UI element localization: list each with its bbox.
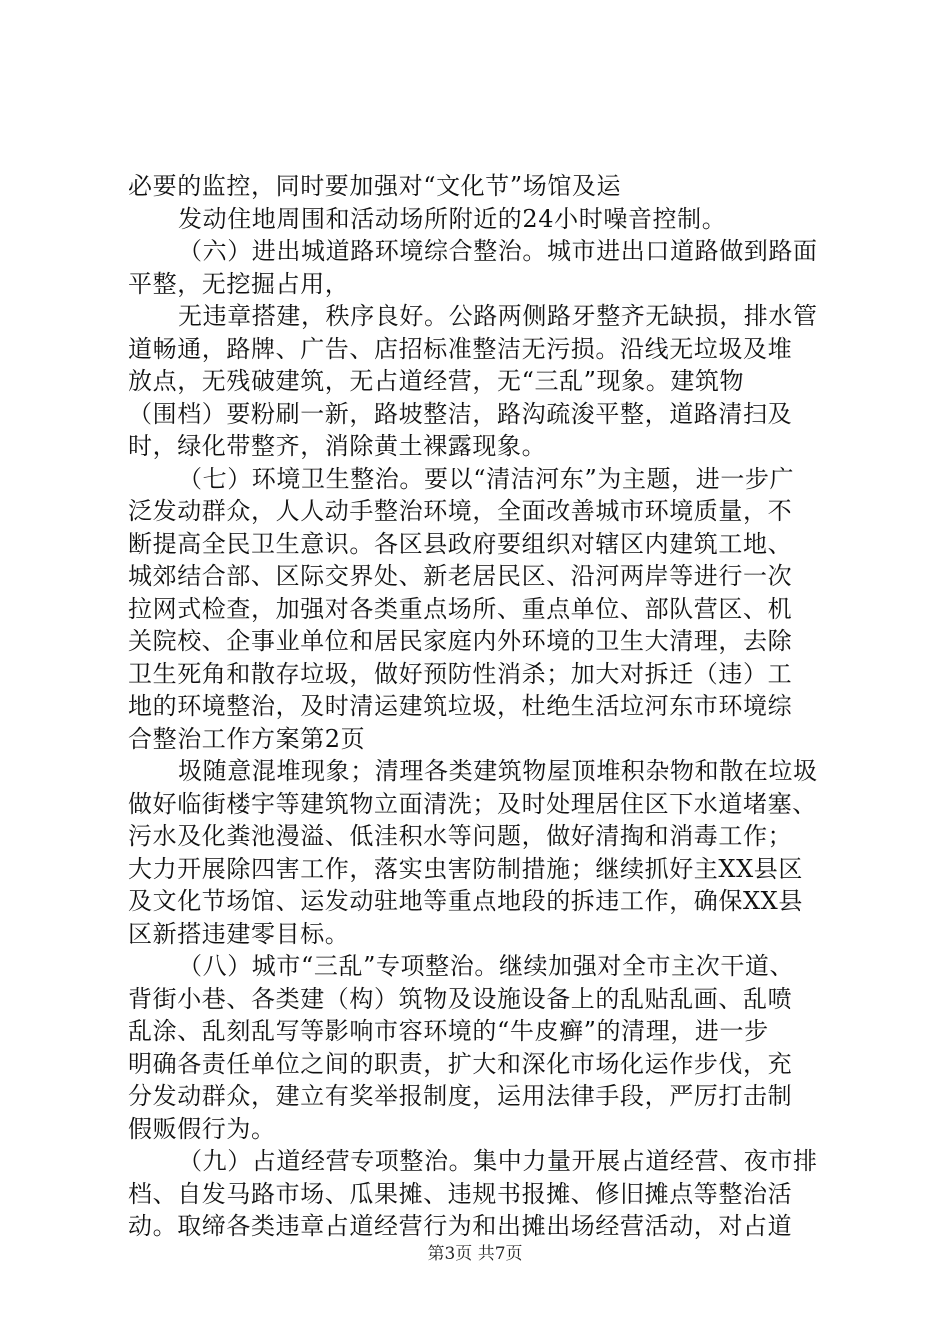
text-line: 乱涂、乱刻乱写等影响市容环境的“牛皮癣”的清理，进一步 xyxy=(128,1017,769,1045)
text-line: 假贩假行为。 xyxy=(128,1114,276,1143)
document-body xyxy=(128,170,836,1243)
text-line: （六）进出城道路环境综合整治。城市进出口道路做到路面 xyxy=(178,237,818,265)
text-line: 断提高全民卫生意识。各区县政府要组织对辖区内建筑工地、 xyxy=(128,529,793,558)
text-line: 必要的监控，同时要加强对“文化节”场馆及运 xyxy=(128,172,622,200)
text-line: 时，绿化带整齐，消除黄土裸露现象。 xyxy=(128,432,547,460)
text-line: （围档）要粉刷一新，路坡整洁，路沟疏浚平整，道路清扫及 xyxy=(128,399,793,428)
text-line: 明确各责任单位之间的职责，扩大和深化市场化运作步伐，充 xyxy=(128,1049,793,1078)
text-line: 平整，无挖掘占用， xyxy=(128,269,350,298)
text-line: 背街小巷、各类建（构）筑物及设施设备上的乱贴乱画、乱喷 xyxy=(128,984,793,1013)
text-line: 污水及化粪池漫溢、低洼积水等问题，做好清掏和消毒工作； xyxy=(128,822,793,850)
text-line: 地的环境整治，及时清运建筑垃圾，杜绝生活垃河东市环境综 xyxy=(128,692,793,720)
text-line: 区新搭违建零目标。 xyxy=(128,919,350,948)
text-line: 城郊结合部、区际交界处、新老居民区、沿河两岸等进行一次 xyxy=(128,562,793,590)
text-line: 无违章搭建，秩序良好。公路两侧路牙整齐无缺损，排水管 xyxy=(178,302,818,330)
text-line: 及文化节场馆、运发动驻地等重点地段的拆违工作，确保XX县 xyxy=(128,887,803,915)
text-line: 大力开展除四害工作，落实虫害防制措施；继续抓好主XX县区 xyxy=(128,854,803,883)
text-line: 卫生死角和散存垃圾，做好预防性消杀；加大对拆迁（违）工 xyxy=(128,659,793,688)
text-line: 合整治工作方案第2页 xyxy=(128,724,366,753)
text-line: （八）城市“三乱”专项整治。继续加强对全市主次干道、 xyxy=(178,952,795,980)
page-number-label: 第3页 共7页 xyxy=(427,1244,523,1264)
text-line: 圾随意混堆现象；清理各类建筑物屋顶堆积杂物和散在垃圾 xyxy=(178,757,818,785)
text-line: 动。取缔各类违章占道经营行为和出摊出场经营活动，对占道 xyxy=(128,1212,793,1240)
text-line: 分发动群众，建立有奖举报制度，运用法律手段，严厉打击制 xyxy=(128,1082,793,1110)
text-line: 做好临街楼宇等建筑物立面清洗；及时处理居住区下水道堵塞、 xyxy=(128,789,817,818)
text-line: （九）占道经营专项整治。集中力量开展占道经营、夜市排 xyxy=(178,1147,818,1175)
text-line: 关院校、企事业单位和居民家庭内外环境的卫生大清理，去除 xyxy=(128,627,793,655)
text-line: 泛发动群众，人人动手整治环境，全面改善城市环境质量，不 xyxy=(128,497,793,525)
text-line: 放点，无残破建筑，无占道经营，无“三乱”现象。建筑物 xyxy=(128,367,745,395)
page-footer xyxy=(0,1243,950,1265)
text-line: 发动住地周围和活动场所附近的24小时噪音控制。 xyxy=(178,204,727,233)
text-line: 拉网式检查，加强对各类重点场所、重点单位、部队营区、机 xyxy=(128,594,793,623)
text-line: 道畅通，路牌、广告、店招标准整洁无污损。沿线无垃圾及堆 xyxy=(128,334,793,363)
text-line: （七）环境卫生整治。要以“清洁河东”为主题，进一步广 xyxy=(178,464,795,493)
text-line: 档、自发马路市场、瓜果摊、违规书报摊、修旧摊点等整治活 xyxy=(128,1179,793,1208)
